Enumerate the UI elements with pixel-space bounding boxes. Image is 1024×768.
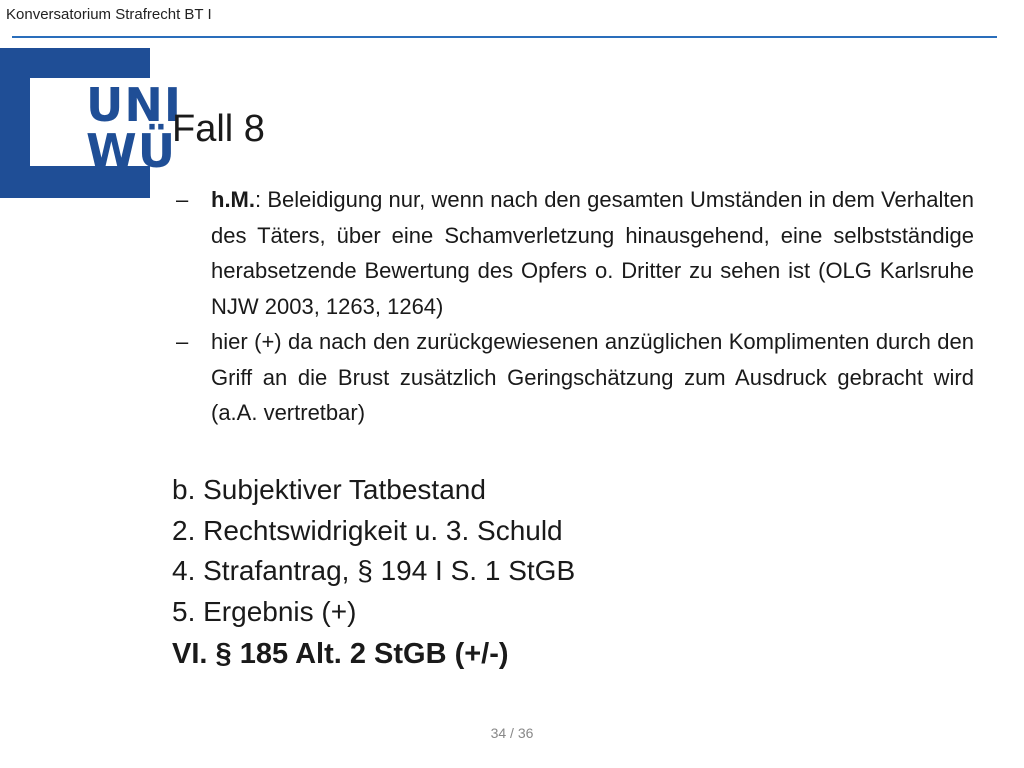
header-divider (12, 36, 997, 38)
outline-items (172, 470, 575, 676)
logo-text-line2: WÜ (86, 124, 177, 178)
outline-item-result: 5. Ergebnis (+) (172, 595, 357, 627)
bullet-item (176, 182, 974, 324)
outline-item-subjective: b. Subjektiver Tatbestand (172, 474, 486, 505)
dash-bullet-icon: – (176, 187, 189, 212)
bullet-bold-label: h.M. (211, 187, 255, 212)
bullet-item (176, 324, 974, 431)
section-heading: VI. § 185 Alt. 2 StGB (+/-) (172, 638, 509, 670)
university-logo (0, 48, 182, 198)
outline-item-unlawfulness: 2. Rechtswidrigkeit u. 3. Schuld (172, 514, 563, 546)
bullet-text: : Beleidigung nur, wenn nach den gesamten Umständen in dem Verhalten des Täters, über eine Schamverletzung hinausgehend, eine selbstständige herabsetzende Bewertung des Opfers o. Dritter zu sehen ist (OLG Karlsruhe NJW 2003, 1263, 1264) (211, 187, 974, 319)
presentation-title: Konversatorium Strafrecht BT I (6, 6, 212, 23)
page-number: 34 / 36 (490, 725, 534, 741)
dash-bullet-icon: – (176, 329, 189, 354)
logo-text-line1: UNI (86, 78, 182, 132)
slide-title: Fall 8 (172, 108, 265, 150)
bullet-list (176, 182, 974, 431)
bullet-text: hier (+) da nach den zurückgewiesenen anzüglichen Komplimenten durch den Griff an die Brust zusätzlich Geringschätzung zum Ausdruck gebracht wird (a.A. vertretbar) (211, 329, 974, 425)
outline-item-complaint: 4. Strafantrag, § 194 I S. 1 StGB (172, 555, 576, 586)
